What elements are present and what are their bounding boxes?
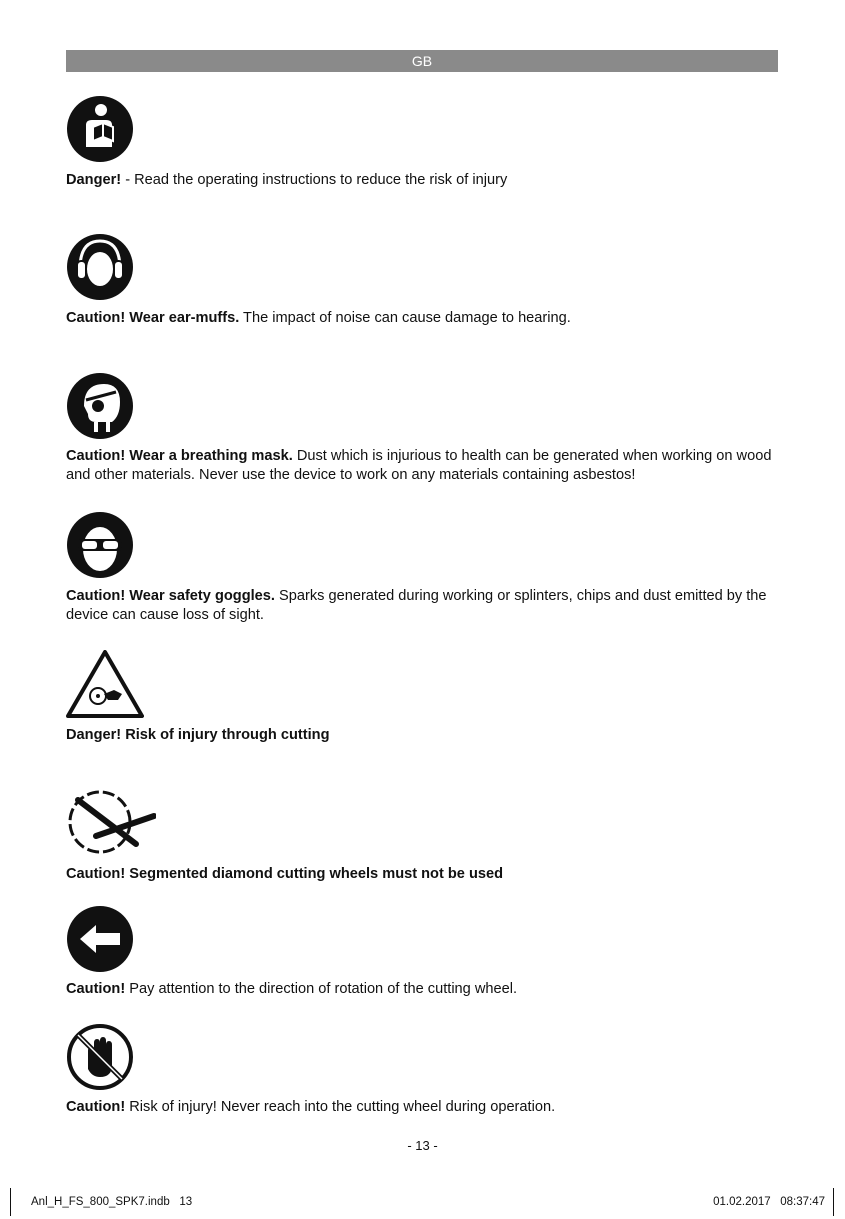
section-breathing-mask xyxy=(66,447,778,485)
section-lead: Caution! Wear safety goggles. xyxy=(66,588,275,604)
section-lead: Caution! Wear a breathing mask. xyxy=(66,448,293,464)
crop-mark-left xyxy=(10,1188,11,1216)
footer-timestamp: 01.02.2017 08:37:47 xyxy=(713,1196,825,1208)
language-label: GB xyxy=(411,53,433,69)
section-read-instructions xyxy=(66,171,778,190)
section-rotation-direction xyxy=(66,980,778,999)
section-lead: Danger! xyxy=(66,172,122,188)
footer-file-name: Anl_H_FS_800_SPK7.indb 13 xyxy=(31,1196,193,1208)
section-lead: Caution! xyxy=(66,981,126,997)
section-body: Dust which is injurious to health can be generated when working on wood and other materials. Never use the device to work on any materials containing asbestos! xyxy=(66,448,772,483)
section-body: - Read the operating instructions to reduce the risk of injury xyxy=(121,172,508,188)
section-lead: Caution! Segmented diamond cutting wheels must not be used xyxy=(66,866,504,882)
section-no-hands xyxy=(66,1098,778,1117)
cutting-hazard-icon xyxy=(66,650,144,718)
section-body: Risk of injury! Never reach into the cutting wheel during operation. xyxy=(125,1099,556,1115)
section-lead: Caution! Wear ear-muffs. xyxy=(66,310,240,326)
no-hand-icon xyxy=(66,1023,134,1091)
crop-mark-right xyxy=(833,1188,834,1216)
section-lead: Caution! xyxy=(66,1099,126,1115)
breathing-mask-icon xyxy=(66,372,134,440)
rotation-direction-icon xyxy=(66,905,134,973)
safety-goggles-icon xyxy=(66,511,134,579)
section-body: Sparks generated during working or splinters, chips and dust emitted by the device can cause loss of sight. xyxy=(66,588,767,623)
read-manual-icon xyxy=(66,95,134,163)
section-ear-muffs xyxy=(66,309,778,328)
section-segmented-wheels xyxy=(66,865,778,884)
no-segmented-wheel-icon xyxy=(66,788,156,856)
section-body: The impact of noise can cause damage to hearing. xyxy=(239,310,571,326)
section-body: Pay attention to the direction of rotation of the cutting wheel. xyxy=(125,981,518,997)
section-lead: Danger! Risk of injury through cutting xyxy=(66,727,330,743)
section-safety-goggles xyxy=(66,587,778,625)
section-cutting-hazard xyxy=(66,726,778,745)
ear-muffs-icon xyxy=(66,233,134,301)
page-number: - 13 - xyxy=(407,1138,438,1153)
language-header-bar xyxy=(66,50,778,72)
